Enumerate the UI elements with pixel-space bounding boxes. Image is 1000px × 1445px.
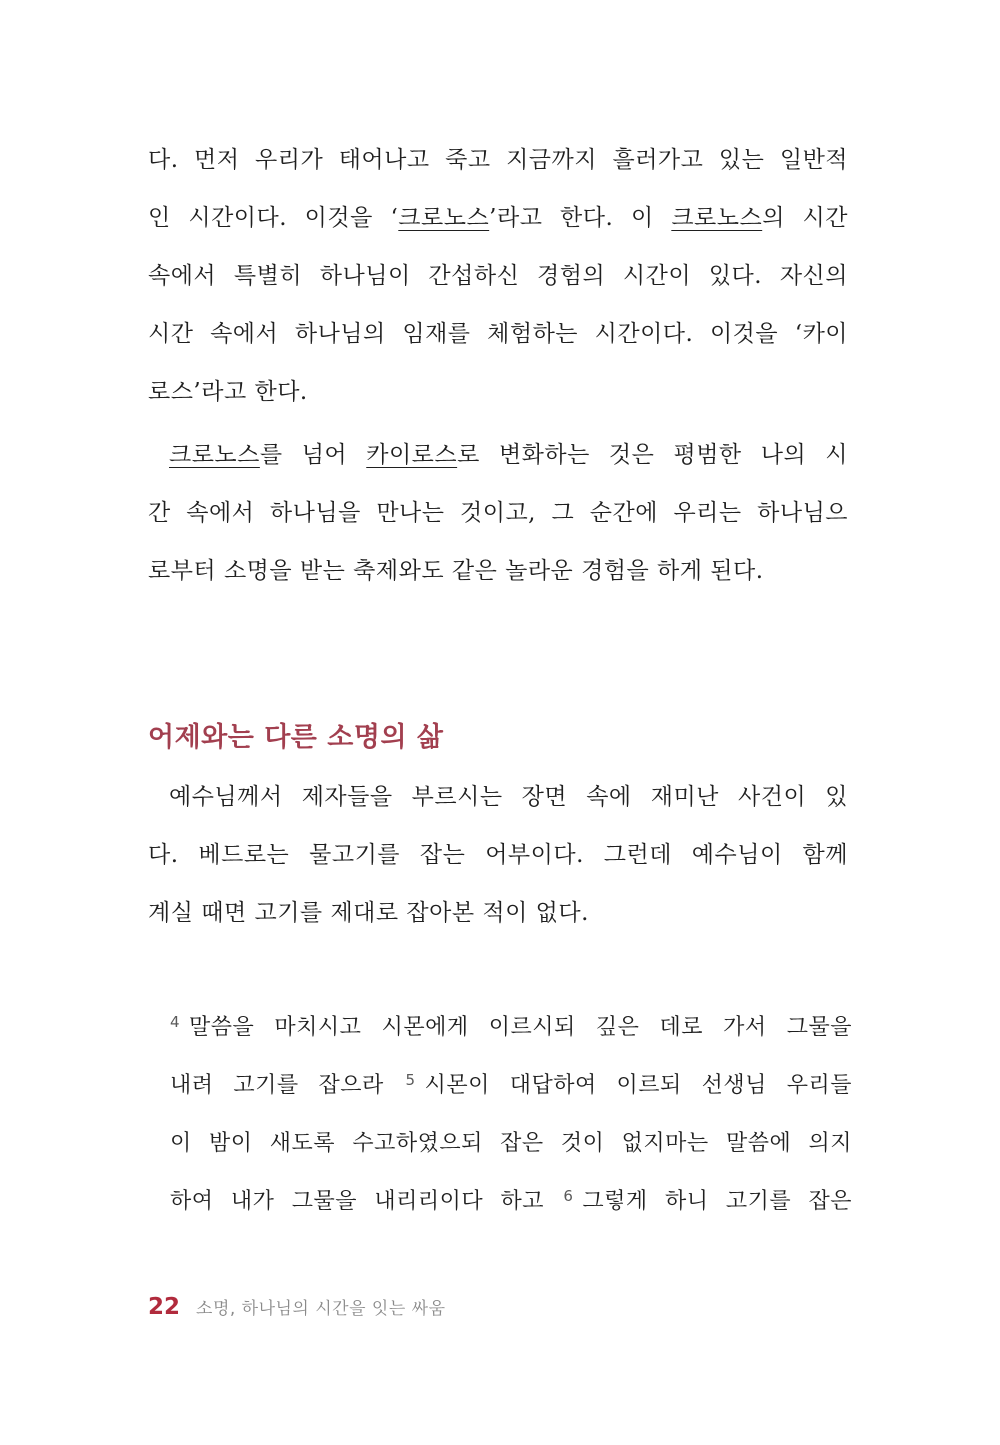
underlined-term: 카이로스 (366, 442, 458, 468)
text-line (148, 768, 848, 826)
text-segment: 로부터 소명을 받는 축제와도 같은 놀라운 경험을 하게 된다. (148, 558, 764, 584)
text-segment: 내려 고기를 잡으라 (170, 1073, 404, 1098)
text-segment: 예수님께서 제자들을 부르시는 장면 속에 재미난 사건이 있 (169, 784, 848, 810)
verse-number: 5 (405, 1071, 416, 1089)
text-segment: 의 시간 (762, 205, 848, 231)
paragraph-peter-fisherman (148, 768, 848, 942)
quote-line (170, 1115, 852, 1173)
book-title: 소명, 하나님의 시간을 잇는 싸움 (196, 1299, 446, 1319)
text-line (148, 826, 848, 884)
paragraph-chronos-kairos (148, 131, 848, 421)
text-line (148, 363, 848, 421)
page-number: 22 (148, 1294, 181, 1320)
text-segment: ’라고 한다. 이 (489, 205, 672, 231)
text-segment: 이 밤이 새도록 수고하였으되 잡은 것이 없지마는 말씀에 의지 (170, 1131, 852, 1156)
underlined-term: 크로노스 (671, 205, 763, 231)
underlined-term: 크로노스 (169, 442, 260, 468)
quote-line (170, 1173, 852, 1231)
paragraph-transformation (148, 426, 848, 600)
text-segment: 계실 때면 고기를 제대로 잡아본 적이 없다. (148, 900, 589, 926)
text-line (148, 884, 848, 942)
text-segment: 그렇게 하니 고기를 잡은 (582, 1189, 852, 1214)
verse-number: 4 (170, 1013, 181, 1031)
text-segment: 시몬이 대답하여 이르되 선생님 우리들 (424, 1073, 852, 1098)
text-segment: 다. 먼저 우리가 태어나고 죽고 지금까지 흘러가고 있는 일반적 (148, 147, 848, 173)
text-segment: 속에서 특별히 하나님이 간섭하신 경험의 시간이 있다. 자신의 (148, 263, 848, 289)
text-line (148, 131, 848, 189)
text-line (148, 484, 848, 542)
text-segment: 다. 베드로는 물고기를 잡는 어부이다. 그런데 예수님이 함께 (148, 842, 848, 868)
verse-number: 6 (563, 1187, 574, 1205)
text-segment: 인 시간이다. 이것을 ‘ (148, 205, 399, 231)
text-segment: 말씀을 마치시고 시몬에게 이르시되 깊은 데로 가서 그물을 (189, 1015, 852, 1040)
text-line (148, 305, 848, 363)
text-segment: 하여 내가 그물을 내리리이다 하고 (170, 1189, 562, 1214)
text-segment: 간 속에서 하나님을 만나는 것이고, 그 순간에 우리는 하나님으 (148, 500, 848, 526)
text-line (148, 542, 848, 600)
page-footer (148, 1294, 848, 1334)
scripture-quote-block (170, 999, 852, 1231)
quote-line (170, 999, 852, 1057)
section-heading: 어제와는 다른 소명의 삶 (148, 722, 444, 753)
text-line (148, 426, 848, 484)
text-segment: 를 넘어 (259, 442, 367, 468)
underlined-term: 크로노스 (398, 205, 490, 231)
text-line (148, 189, 848, 247)
text-segment: 시간 속에서 하나님의 임재를 체험하는 시간이다. 이것을 ‘카이 (148, 321, 848, 347)
text-segment: 로스’라고 한다. (148, 379, 308, 405)
quote-line (170, 1057, 852, 1115)
text-segment: 로 변화하는 것은 평범한 나의 시 (457, 442, 848, 468)
text-line (148, 247, 848, 305)
